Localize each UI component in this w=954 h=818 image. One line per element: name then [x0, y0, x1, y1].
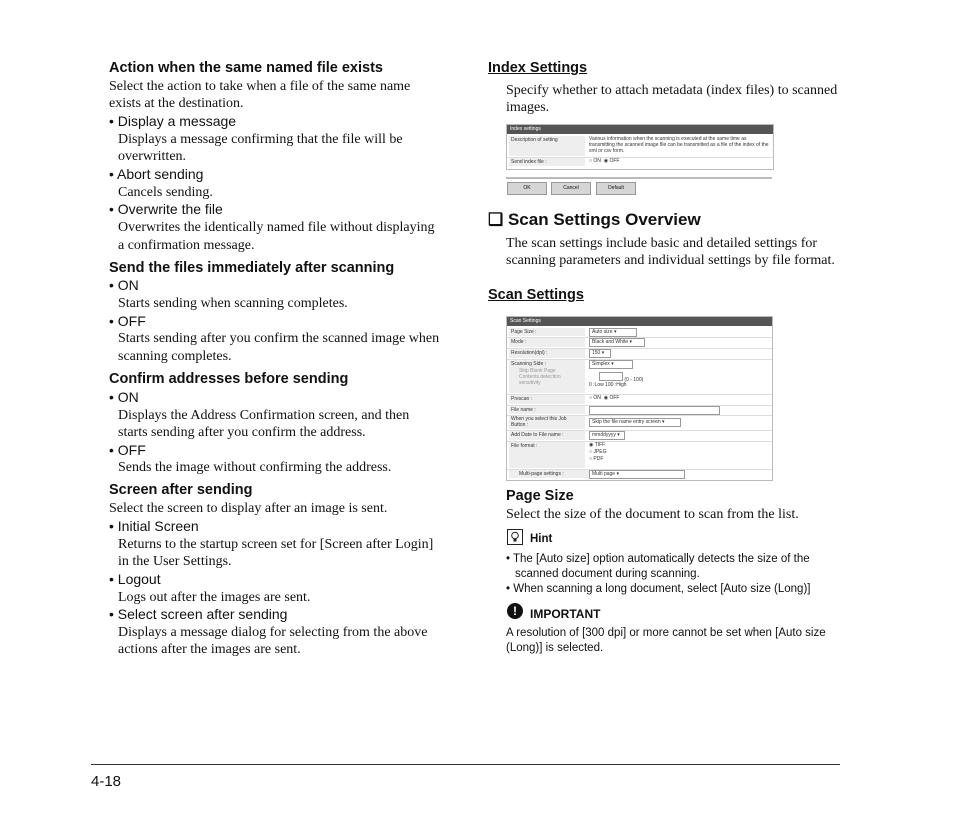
chevron-down-icon: ▾: [617, 432, 620, 438]
settings-row: [507, 359, 772, 395]
select-value: Black and White: [592, 339, 629, 345]
text: a confirmation message.: [118, 238, 255, 253]
default-button[interactable]: Default: [596, 182, 636, 195]
heading-same-named-file: Action when the same named file exists: [109, 60, 383, 76]
hint-text: • The [Auto size] option automatically detects the size of the: [506, 553, 810, 565]
text: Select the size of the document to scan from the list.: [506, 507, 799, 522]
select-value: Skip the file name entry screen: [592, 419, 661, 425]
radio-selected-icon[interactable]: ◉: [603, 158, 609, 164]
text: Select the action to take when a file of the same name: [109, 79, 411, 94]
file-name-input[interactable]: [589, 406, 720, 415]
text: actions after the images are sent.: [118, 642, 301, 657]
hint-text: • When scanning a long document, select [Auto size (Long)]: [506, 583, 811, 595]
range-note: (0 - 100): [624, 377, 644, 383]
bullet: • Abort sending: [109, 166, 204, 182]
text: images.: [506, 100, 550, 115]
row-label: Scanning Side :: [511, 361, 547, 367]
index-settings-screenshot: [506, 124, 774, 170]
heading-index-settings: Index Settings: [488, 60, 588, 76]
radio-label: TIFF: [594, 442, 606, 448]
text: starts sending after you confirm the address.: [118, 425, 366, 440]
hint-text: scanned document during scanning.: [515, 568, 700, 580]
panel-title: Scan Settings: [507, 317, 772, 326]
radio-group: [589, 442, 606, 463]
resolution-select[interactable]: [589, 349, 611, 358]
heading-page-size: Page Size: [506, 488, 574, 504]
chevron-down-icon: ▾: [629, 339, 633, 345]
radio-label: OFF: [609, 158, 620, 164]
heading-send-immediately: Send the files immediately after scanning: [109, 260, 395, 276]
scale-note: 0 :Low 100 :High: [589, 382, 627, 388]
heading-screen-after-sending: Screen after sending: [109, 482, 253, 498]
bullet: • Logout: [109, 571, 161, 587]
settings-row: [507, 157, 773, 167]
text: Select the screen to display after an image is sent.: [109, 501, 388, 516]
text: scanning completes.: [118, 349, 232, 364]
row-label: Prescan :: [509, 395, 585, 404]
row-label: Send index file :: [509, 158, 585, 166]
text: Specify whether to attach metadata (index files) to scanned: [506, 83, 838, 98]
page-size-select[interactable]: [589, 328, 637, 337]
row-label: Resolution(dpi) :: [509, 349, 585, 358]
radio-icon[interactable]: ○: [589, 395, 593, 401]
row-label-group: [509, 360, 585, 393]
sensitivity-input[interactable]: [599, 372, 623, 381]
radio-label: OFF: [609, 395, 620, 401]
panel-title: Index settings: [507, 125, 773, 134]
date-select[interactable]: [589, 431, 625, 440]
settings-row: [507, 135, 773, 158]
important-label: IMPORTANT: [530, 607, 601, 621]
radio-icon[interactable]: ○: [589, 449, 593, 455]
footer-rule: [91, 764, 840, 765]
radio-group: [589, 158, 619, 164]
text: Overwrites the identically named file without displaying: [118, 220, 435, 235]
text: Displays a message confirming that the file will be: [118, 132, 403, 147]
text: Sends the image without confirming the address.: [118, 460, 392, 475]
bullet: • Select screen after sending: [109, 606, 288, 622]
page-number: 4-18: [91, 773, 122, 790]
radio-label: JPEG: [593, 449, 607, 455]
scanning-side-select[interactable]: [589, 360, 633, 369]
row-label: Button :: [511, 422, 529, 428]
row-label: Contents detection: [519, 374, 561, 380]
bullet: • ON: [109, 389, 139, 405]
heading-scan-settings: Scan Settings: [488, 287, 584, 303]
lightbulb-icon: [507, 529, 523, 545]
row-label: Mode :: [509, 338, 585, 347]
select-value: Simplex: [592, 361, 610, 367]
bullet: • OFF: [109, 442, 146, 458]
row-value: Various information when the scanning is executed at the same time as transmitting the scanned image file can be transmitted as a file of the index of the xml or csv form.: [589, 136, 769, 154]
job-button-select[interactable]: [589, 418, 681, 427]
bullet: • OFF: [109, 313, 146, 329]
important-text: (Long)] is selected.: [506, 642, 604, 654]
select-value: Multi page: [592, 471, 616, 477]
chevron-down-icon: ▾: [613, 329, 617, 335]
radio-label: ON: [593, 395, 601, 401]
select-value: 150: [592, 350, 601, 356]
radio-selected-icon[interactable]: ◉: [589, 442, 594, 448]
row-label-group: [509, 416, 585, 429]
text: Displays the Address Confirmation screen, and then: [118, 408, 410, 423]
radio-label: PDF: [593, 456, 604, 462]
settings-row: [507, 441, 772, 470]
row-label: File format :: [509, 442, 585, 468]
bullet: • Initial Screen: [109, 518, 199, 534]
text: Starts sending when scanning completes.: [118, 296, 348, 311]
chevron-down-icon: ▾: [616, 471, 619, 477]
text: Returns to the startup screen set for [Screen after Login]: [118, 537, 434, 552]
bullet: • Overwrite the file: [109, 201, 223, 217]
important-text: A resolution of [300 dpi] or more cannot be set when [Auto size: [506, 627, 826, 639]
text: Logs out after the images are sent.: [118, 590, 311, 605]
radio-selected-icon[interactable]: ◉: [603, 395, 609, 401]
text: The scan settings include basic and detailed settings for: [506, 236, 818, 251]
select-value: Auto size: [592, 329, 613, 335]
row-label: Add Date to File name :: [509, 431, 585, 440]
bullet: • ON: [109, 277, 139, 293]
scan-settings-screenshot: [506, 316, 773, 481]
mode-select[interactable]: [589, 338, 645, 347]
row-label: When you select this Job: [511, 416, 567, 422]
text: scanning parameters and individual settings by file format.: [506, 253, 835, 268]
radio-group: [589, 395, 619, 401]
text: Cancels sending.: [118, 185, 213, 200]
cancel-button[interactable]: Cancel: [551, 182, 591, 195]
chevron-down-icon: ▾: [662, 419, 665, 425]
radio-label: ON: [593, 158, 601, 164]
hint-label: Hint: [530, 533, 553, 545]
heading-scan-settings-overview: ❑ Scan Settings Overview: [488, 210, 701, 229]
ok-button[interactable]: OK: [507, 182, 547, 195]
settings-row: [507, 415, 772, 431]
select-value: mmddyyyy: [592, 432, 616, 438]
row-label: sensitivity: [519, 380, 541, 386]
settings-row: [507, 469, 772, 479]
text: in the User Settings.: [118, 554, 232, 569]
chevron-down-icon: ▾: [601, 350, 605, 356]
text: Starts sending after you confirm the scanned image when: [118, 331, 440, 346]
text: exists at the destination.: [109, 96, 244, 111]
row-label: Description of setting: [509, 136, 585, 156]
chevron-down-icon: ▾: [611, 361, 614, 367]
bullet: • Display a message: [109, 113, 237, 129]
row-label: Multi-page settings :: [509, 470, 593, 478]
row-label: Skip Blank Page: [519, 368, 556, 374]
heading-confirm-addresses: Confirm addresses before sending: [109, 371, 349, 387]
multi-page-select[interactable]: [589, 470, 685, 479]
row-label: Page Size :: [509, 328, 585, 336]
radio-icon[interactable]: ○: [589, 158, 593, 164]
exclamation-icon: !: [507, 603, 523, 619]
text: Displays a message dialog for selecting from the above: [118, 625, 428, 640]
divider: [506, 177, 772, 179]
row-label: File name :: [509, 406, 585, 414]
text: overwritten.: [118, 149, 187, 164]
radio-icon[interactable]: ○: [589, 456, 593, 462]
